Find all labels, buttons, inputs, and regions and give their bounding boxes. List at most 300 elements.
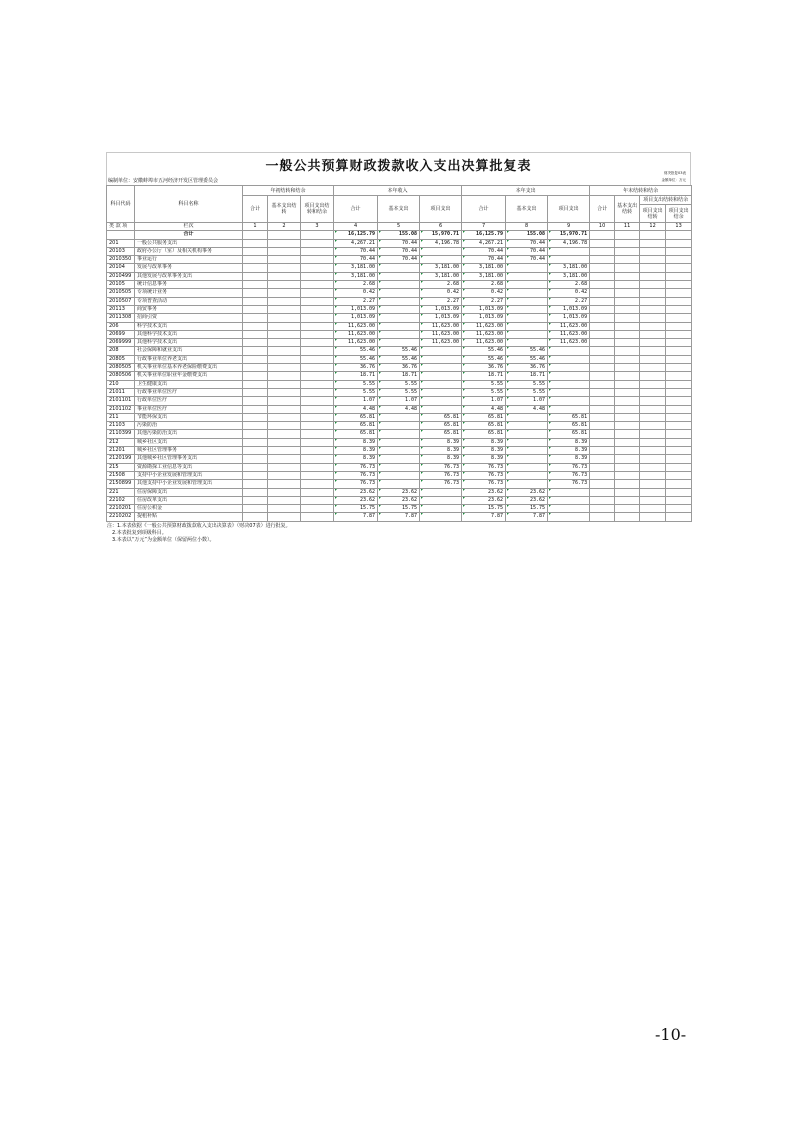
value-cell: 11,623.00	[462, 322, 506, 330]
value-cell: 15,970.71	[548, 231, 590, 239]
row-code: 2069999	[107, 339, 135, 347]
value-cell	[615, 405, 640, 413]
table-row	[107, 305, 692, 313]
value-cell	[420, 247, 462, 255]
value-cell	[268, 430, 301, 438]
table-row	[107, 397, 692, 405]
table-row	[107, 471, 692, 479]
value-cell	[548, 380, 590, 388]
value-cell	[506, 480, 548, 488]
value-cell	[243, 380, 268, 388]
value-cell	[268, 471, 301, 479]
value-cell	[615, 247, 640, 255]
row-code: 21508	[107, 471, 135, 479]
value-cell	[301, 322, 334, 330]
value-cell	[506, 281, 548, 289]
value-cell	[615, 256, 640, 264]
row-name: 其他支持中小企业发展和管理支出	[135, 480, 243, 488]
value-cell	[268, 297, 301, 305]
value-cell	[268, 405, 301, 413]
table-row	[107, 264, 692, 272]
value-cell: 1.07	[378, 397, 420, 405]
value-cell	[615, 438, 640, 446]
value-cell: 76.73	[334, 471, 378, 479]
value-cell	[640, 447, 666, 455]
value-cell: 70.44	[462, 247, 506, 255]
index-cell: 4	[334, 223, 378, 231]
row-code: 2120199	[107, 455, 135, 463]
value-cell	[243, 505, 268, 513]
row-name: 其他科学技术支出	[135, 330, 243, 338]
value-cell: 0.42	[420, 289, 462, 297]
value-cell	[378, 455, 420, 463]
value-cell	[590, 505, 615, 513]
value-cell	[506, 422, 548, 430]
value-cell	[506, 272, 548, 280]
value-cell	[243, 496, 268, 504]
value-cell	[378, 281, 420, 289]
value-cell	[243, 314, 268, 322]
value-cell	[268, 438, 301, 446]
value-cell	[640, 480, 666, 488]
value-cell	[243, 256, 268, 264]
value-cell: 8.39	[462, 438, 506, 446]
value-cell: 8.39	[462, 455, 506, 463]
value-cell	[666, 256, 692, 264]
header-col-7: 合计	[462, 196, 506, 223]
value-cell	[640, 314, 666, 322]
row-name: 商贸事务	[135, 305, 243, 313]
note-item: 3.本表以“万元”为金额单位（保留两位小数）。	[112, 536, 215, 543]
value-cell	[666, 355, 692, 363]
value-cell: 7.87	[506, 513, 548, 521]
value-cell: 23.62	[378, 488, 420, 496]
page-number: -10-	[655, 1025, 687, 1044]
table-row	[107, 480, 692, 488]
value-cell: 18.71	[378, 372, 420, 380]
value-cell	[590, 422, 615, 430]
row-code: 201	[107, 239, 135, 247]
form-number: 财决批复03表	[664, 171, 686, 175]
value-cell	[268, 480, 301, 488]
row-code: 21103	[107, 422, 135, 430]
value-cell: 70.44	[506, 247, 548, 255]
row-name: 行政事业单位养老支出	[135, 355, 243, 363]
value-cell: 5.55	[334, 380, 378, 388]
row-name: 招商引资	[135, 314, 243, 322]
value-cell: 15.75	[462, 505, 506, 513]
value-cell	[301, 463, 334, 471]
row-code: 2010507	[107, 297, 135, 305]
index-row	[107, 223, 692, 231]
value-cell	[615, 413, 640, 421]
value-cell	[243, 488, 268, 496]
value-cell	[590, 247, 615, 255]
value-cell	[268, 272, 301, 280]
value-cell: 2.68	[462, 281, 506, 289]
table-row	[107, 322, 692, 330]
row-name: 城乡社区管理事务	[135, 447, 243, 455]
value-cell: 155.08	[506, 231, 548, 239]
table-row	[107, 372, 692, 380]
header-group-opening: 年初结转和结余	[243, 186, 334, 196]
value-cell	[506, 322, 548, 330]
row-name: 其他发展与改革事务支出	[135, 272, 243, 280]
value-cell: 16,125.79	[462, 231, 506, 239]
value-cell: 11,623.00	[334, 339, 378, 347]
value-cell	[590, 231, 615, 239]
value-cell: 76.73	[334, 463, 378, 471]
value-cell	[640, 272, 666, 280]
value-cell: 55.46	[334, 347, 378, 355]
table-row	[107, 455, 692, 463]
value-cell: 4,267.21	[462, 239, 506, 247]
value-cell	[666, 496, 692, 504]
row-code: 22102	[107, 496, 135, 504]
row-name: 行政单位医疗	[135, 397, 243, 405]
row-code: 221	[107, 488, 135, 496]
value-cell: 7.87	[462, 513, 506, 521]
table-row	[107, 463, 692, 471]
row-name: 提租补贴	[135, 513, 243, 521]
value-cell: 11,623.00	[334, 330, 378, 338]
value-cell	[301, 405, 334, 413]
row-name: 机关事业单位职业年金缴费支出	[135, 372, 243, 380]
value-cell	[640, 364, 666, 372]
value-cell: 1,013.09	[420, 314, 462, 322]
value-cell: 36.76	[334, 364, 378, 372]
value-cell: 76.73	[548, 463, 590, 471]
value-cell: 1.07	[334, 397, 378, 405]
approval-sheet	[106, 152, 691, 544]
value-cell	[243, 330, 268, 338]
row-name: 社会保障和就业支出	[135, 347, 243, 355]
sub-code-header: 类 款 项	[107, 223, 135, 231]
value-cell	[640, 463, 666, 471]
value-cell	[615, 430, 640, 438]
value-cell	[301, 256, 334, 264]
value-cell	[548, 364, 590, 372]
index-cell: 8	[506, 223, 548, 231]
value-cell	[268, 305, 301, 313]
value-cell	[615, 289, 640, 297]
value-cell	[301, 272, 334, 280]
value-cell	[420, 256, 462, 264]
value-cell	[243, 438, 268, 446]
value-cell	[301, 372, 334, 380]
value-cell: 3,181.00	[420, 272, 462, 280]
value-cell: 4.48	[378, 405, 420, 413]
value-cell	[268, 289, 301, 297]
value-cell	[243, 471, 268, 479]
value-cell	[420, 405, 462, 413]
value-cell	[666, 339, 692, 347]
value-cell: 8.39	[462, 447, 506, 455]
table-row	[107, 380, 692, 388]
value-cell: 11,623.00	[420, 339, 462, 347]
value-cell	[615, 330, 640, 338]
value-cell	[590, 330, 615, 338]
row-name: 机关事业单位基本养老保险缴费支出	[135, 364, 243, 372]
value-cell	[268, 330, 301, 338]
value-cell: 3,181.00	[548, 272, 590, 280]
value-cell	[666, 463, 692, 471]
value-cell	[548, 505, 590, 513]
index-cell: 13	[666, 223, 692, 231]
row-name: 污染防治	[135, 422, 243, 430]
value-cell	[666, 397, 692, 405]
value-cell	[243, 322, 268, 330]
value-cell	[301, 513, 334, 521]
value-cell	[590, 272, 615, 280]
value-cell: 65.81	[462, 422, 506, 430]
header-col-9: 项目支出	[548, 196, 590, 223]
value-cell	[268, 372, 301, 380]
row-name: 住房改革支出	[135, 496, 243, 504]
value-cell: 23.62	[462, 488, 506, 496]
value-cell	[640, 297, 666, 305]
value-cell	[590, 281, 615, 289]
value-cell	[590, 463, 615, 471]
row-name: 其他城乡社区管理事务支出	[135, 455, 243, 463]
table-row	[107, 422, 692, 430]
value-cell	[301, 247, 334, 255]
value-cell	[666, 438, 692, 446]
value-cell	[666, 447, 692, 455]
row-code: 20103	[107, 247, 135, 255]
value-cell: 15,970.71	[420, 231, 462, 239]
value-cell	[590, 447, 615, 455]
value-cell: 8.39	[420, 455, 462, 463]
value-cell	[640, 422, 666, 430]
value-cell	[243, 231, 268, 239]
value-cell	[268, 247, 301, 255]
row-code: 2010499	[107, 272, 135, 280]
index-cell: 3	[301, 223, 334, 231]
value-cell	[268, 496, 301, 504]
value-cell: 1,013.09	[420, 305, 462, 313]
value-cell	[615, 372, 640, 380]
index-cell: 12	[640, 223, 666, 231]
value-cell	[640, 405, 666, 413]
row-code: 210	[107, 380, 135, 388]
value-cell	[268, 455, 301, 463]
value-cell	[640, 339, 666, 347]
value-cell	[506, 471, 548, 479]
value-cell	[268, 339, 301, 347]
value-cell: 65.81	[420, 430, 462, 438]
table-row	[107, 330, 692, 338]
value-cell	[615, 488, 640, 496]
index-cell: 1	[243, 223, 268, 231]
value-cell: 16,125.79	[334, 231, 378, 239]
value-cell	[666, 430, 692, 438]
value-cell: 65.81	[462, 430, 506, 438]
value-cell: 155.08	[378, 231, 420, 239]
value-cell	[243, 355, 268, 363]
value-cell: 55.46	[462, 355, 506, 363]
value-cell	[243, 239, 268, 247]
table-row	[107, 405, 692, 413]
value-cell	[420, 364, 462, 372]
value-cell: 2.27	[462, 297, 506, 305]
value-cell: 23.62	[334, 488, 378, 496]
value-cell	[548, 388, 590, 396]
value-cell: 5.55	[506, 388, 548, 396]
value-cell	[301, 314, 334, 322]
value-cell	[666, 488, 692, 496]
value-cell	[243, 430, 268, 438]
value-cell	[506, 447, 548, 455]
value-cell: 36.76	[462, 364, 506, 372]
index-cell: 7	[462, 223, 506, 231]
header-col-4: 合计	[334, 196, 378, 223]
value-cell	[268, 505, 301, 513]
value-cell	[378, 413, 420, 421]
value-cell	[666, 305, 692, 313]
value-cell	[301, 438, 334, 446]
value-cell: 3,181.00	[548, 264, 590, 272]
value-cell	[615, 297, 640, 305]
table-row	[107, 413, 692, 421]
table-row	[107, 438, 692, 446]
value-cell: 2.27	[548, 297, 590, 305]
value-cell: 11,623.00	[548, 330, 590, 338]
value-cell	[506, 264, 548, 272]
value-cell	[615, 322, 640, 330]
unit-label: 金额单位：万元	[661, 178, 686, 182]
total-row	[107, 231, 692, 239]
value-cell	[268, 380, 301, 388]
index-cell: 11	[615, 223, 640, 231]
row-code: 20113	[107, 305, 135, 313]
value-cell: 2.27	[334, 297, 378, 305]
value-cell	[666, 364, 692, 372]
value-cell	[666, 372, 692, 380]
index-cell: 10	[590, 223, 615, 231]
value-cell: 76.73	[420, 471, 462, 479]
value-cell: 0.42	[548, 289, 590, 297]
row-code: 215	[107, 463, 135, 471]
row-name: 统计信息事务	[135, 281, 243, 289]
value-cell	[640, 496, 666, 504]
value-cell: 1,013.09	[462, 314, 506, 322]
index-cell: 6	[420, 223, 462, 231]
value-cell: 15.75	[378, 505, 420, 513]
header-group-income: 本年收入	[334, 186, 462, 196]
value-cell	[548, 496, 590, 504]
value-cell	[268, 347, 301, 355]
value-cell	[378, 463, 420, 471]
table-row	[107, 513, 692, 521]
value-cell	[268, 463, 301, 471]
value-cell	[243, 272, 268, 280]
row-name: 支持中小企业发展和管理支出	[135, 471, 243, 479]
table-row	[107, 505, 692, 513]
header-col-13: 项目支出结余	[666, 205, 692, 223]
value-cell: 70.44	[378, 256, 420, 264]
value-cell	[615, 455, 640, 463]
value-cell	[243, 455, 268, 463]
value-cell	[378, 471, 420, 479]
value-cell	[378, 272, 420, 280]
value-cell	[590, 339, 615, 347]
value-cell	[615, 355, 640, 363]
value-cell	[666, 422, 692, 430]
value-cell: 11,623.00	[548, 322, 590, 330]
value-cell: 5.55	[378, 388, 420, 396]
value-cell	[301, 505, 334, 513]
row-code: 21011	[107, 388, 135, 396]
value-cell	[420, 372, 462, 380]
value-cell	[615, 505, 640, 513]
value-cell	[506, 413, 548, 421]
value-cell	[666, 272, 692, 280]
note-item: 2.本表批复到项级科目。	[112, 529, 167, 536]
value-cell: 76.73	[548, 471, 590, 479]
value-cell	[243, 422, 268, 430]
value-cell	[268, 281, 301, 289]
value-cell	[590, 388, 615, 396]
value-cell	[640, 380, 666, 388]
value-cell: 8.39	[420, 447, 462, 455]
value-cell	[640, 347, 666, 355]
value-cell	[590, 438, 615, 446]
value-cell: 1,013.09	[334, 314, 378, 322]
row-code: 21201	[107, 447, 135, 455]
value-cell: 3,181.00	[334, 272, 378, 280]
value-cell	[301, 380, 334, 388]
table-row	[107, 388, 692, 396]
row-name: 行政事业单位医疗	[135, 388, 243, 396]
value-cell: 15.75	[506, 505, 548, 513]
value-cell: 7.87	[334, 513, 378, 521]
table-row	[107, 488, 692, 496]
row-name: 一般公共服务支出	[135, 239, 243, 247]
value-cell	[615, 347, 640, 355]
header-col-10: 合计	[590, 196, 615, 223]
value-cell: 70.44	[334, 256, 378, 264]
value-cell	[590, 322, 615, 330]
row-code: 2101101	[107, 397, 135, 405]
value-cell	[243, 513, 268, 521]
value-cell: 76.73	[462, 463, 506, 471]
value-cell: 11,623.00	[548, 339, 590, 347]
value-cell	[615, 264, 640, 272]
value-cell	[590, 471, 615, 479]
value-cell	[640, 289, 666, 297]
value-cell: 70.44	[378, 247, 420, 255]
value-cell	[640, 438, 666, 446]
value-cell: 65.81	[462, 413, 506, 421]
value-cell	[268, 239, 301, 247]
value-cell	[506, 289, 548, 297]
table-row	[107, 496, 692, 504]
row-name: 发展与改革事务	[135, 264, 243, 272]
value-cell	[615, 364, 640, 372]
value-cell	[615, 239, 640, 247]
value-cell	[615, 314, 640, 322]
header-col-3: 项目支出结转和结余	[301, 196, 334, 223]
row-code: 212	[107, 438, 135, 446]
value-cell	[640, 388, 666, 396]
value-cell: 15.75	[334, 505, 378, 513]
value-cell	[420, 513, 462, 521]
value-cell	[268, 422, 301, 430]
index-cell: 2	[268, 223, 301, 231]
value-cell	[378, 480, 420, 488]
row-code: 2010350	[107, 256, 135, 264]
